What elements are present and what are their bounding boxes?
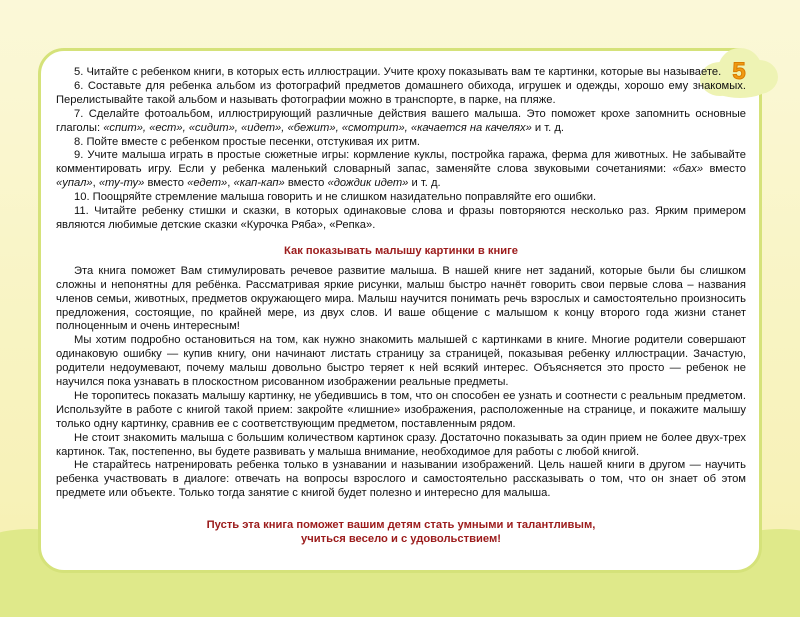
list-item-9: 9. Учите малыша играть в простые сюжетные игры: кормление куклы, постройка гаража, ферма для животных. Не забывайте комментировать игру. Если у ребенка маленький словарный запас, заменяйте слова звуковыми сочетаниями: «бах» вместо «упал», «ту-ту» вместо «едет», «кап-кап» вместо «дождик идет» и т. д.	[56, 149, 746, 190]
list-item-10: 10. Поощряйте стремление малыша говорить и не слишком назидательно поправляйте его ошибки.	[74, 191, 597, 204]
body-paragraph: Не торопитесь показать малышу картинку, не убедившись в том, что он способен ее узнать и соотнести с реальным предметом. Используйте в работе с книгой такой прием: закройте «лишние» изображения, расположенные на странице, и покажите малышу только одну картинку, сравнив ее с соответствующим предметом, поставленным рядом.	[56, 389, 746, 430]
body-paragraph: Не стоит знакомить малыша с большим количеством картинок сразу. Достаточно показывать за один прием не более двух-трех картинок. Так, постепенно, вы будете развивать у малыша внимание, необходимое для работы с любой книгой.	[56, 431, 746, 458]
body-paragraph: Эта книга поможет Вам стимулировать речевое развитие малыша. В нашей книге нет заданий, которые были бы слишком сложны и непонятны для ребёнка. Рассматривая яркие рисунки, малыш быстро начнёт говорить свои первые слова – названия членов семьи, животных, предметов окружающего мира. Малыш научится понимать речь взрослых и самостоятельно произносить предложения, состоящие, по крайней мере, из двух слов. И ваше общение с малышом к концу второго года жизни станет полноценным и очень интересным!	[56, 264, 746, 333]
body-paragraph: Мы хотим подробно остановиться на том, как нужно знакомить малышей с картинками в книге. Многие родители совершают одинаковую ошибку — купив книгу, они начинают листать страницу за страницей, показывая ребенку иллюстрации. Зачастую, родители недоумевают, почему малыш довольно быстро теряет к ней всякий интерес. Объясняется это просто — ребенок не научился пока узнавать в плоскостном рисованном изображении реальные предметы.	[56, 334, 746, 389]
page-number: 5	[732, 58, 746, 85]
list-item-7: 7. Сделайте фотоальбом, иллюстрирующий различные действия вашего малыша. Это поможет крохе запомнить основные глаголы: «спит», «ест», «сидит», «идет», «бежит», «смотрит», «качается на качелях» и т. д.	[56, 107, 746, 134]
page-content	[56, 66, 746, 547]
list-item-6: 6. Составьте для ребенка альбом из фотографий предметов домашнего обихода, игрушек и одежды, хорошо ему знакомых. Перелистывайте такой альбом и называть фотографии можно в транспорте, в парке, на пляже.	[56, 79, 746, 106]
verbs-examples: «спит», «ест», «сидит», «идет», «бежит», «смотрит», «качается на качелях»	[103, 121, 532, 134]
list-item-5: 5. Читайте с ребенком книги, в которых есть иллюстрации. Учите кроху показывать вам те картинки, которые вы называете.	[74, 66, 722, 78]
list-item-11: 11. Читайте ребенку стишки и сказки, в которых одинаковые слова и фразы повторяются несколько раз. Ярким примером являются любимые детские сказки «Курочка Ряба», «Репка».	[56, 205, 746, 231]
closing-message	[56, 519, 746, 547]
closing-line-1: Пусть эта книга поможет вашим детям стать умными и талантливым,	[206, 519, 596, 532]
section-title: Как показывать малышу картинки в книге	[284, 244, 518, 257]
body-paragraph: Не старайтесь натренировать ребенка только в узнавании и назывании изображений. Цель нашей книги в другом — научить ребенка участвовать в диалоге: отвечать на вопросы взрослого и самостоятельно рассказывать о том, что он знает об этом предмете или объекте. Только тогда занятие с книгой будет полезно и интересно для малыша.	[56, 459, 746, 500]
list-item-8: 8. Пойте вместе с ребенком простые песенки, отстукивая их ритм.	[74, 135, 421, 148]
closing-line-2: учиться весело и с удовольствием!	[301, 533, 501, 546]
